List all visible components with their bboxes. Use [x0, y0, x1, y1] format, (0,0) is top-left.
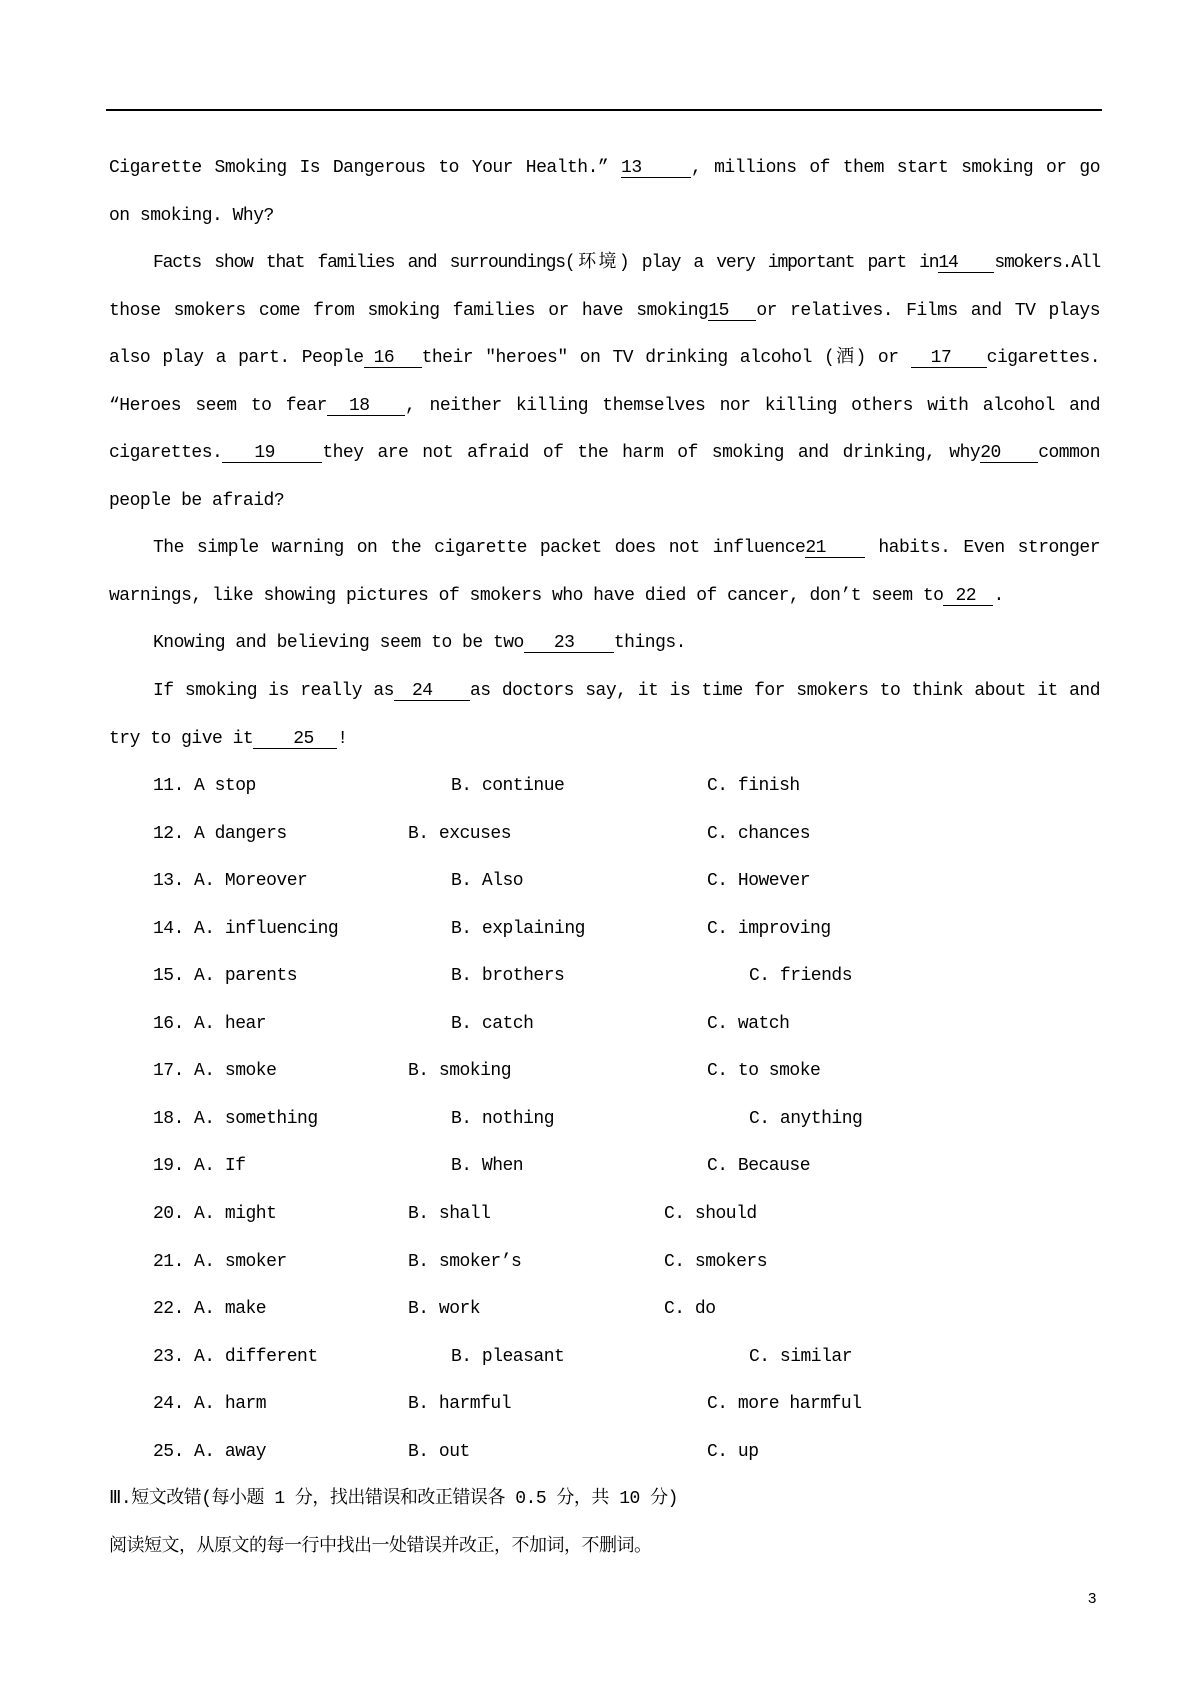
passage-line: [109, 525, 1100, 573]
passage-line: [109, 716, 1100, 764]
option-row-16: [109, 1001, 1100, 1049]
option-a: A. away: [194, 1441, 267, 1462]
option-b: B. shall: [408, 1204, 491, 1225]
question-number: 11.: [153, 776, 184, 797]
passage-text: also play a part. People: [109, 348, 364, 369]
option-b: B. pleasant: [451, 1346, 565, 1367]
blank-24: 24: [394, 682, 470, 701]
section-instruction: [109, 1524, 1100, 1572]
passage-text: try to give it: [109, 728, 254, 749]
passage-text: cigarettes.: [109, 443, 223, 464]
option-b: B. harmful: [408, 1394, 512, 1415]
passage-text: “Heroes seem to fear: [109, 395, 327, 416]
option-row-23: [109, 1334, 1100, 1382]
question-number: 13.: [153, 871, 184, 892]
option-a: A stop: [194, 776, 256, 797]
question-number: 25.: [153, 1441, 184, 1462]
option-b: B. catch: [451, 1013, 534, 1034]
option-row-22: [109, 1286, 1100, 1334]
option-a: A. If: [194, 1156, 246, 1177]
option-a: A dangers: [194, 823, 287, 844]
option-c: C. similar: [749, 1346, 853, 1367]
option-c: C. do: [664, 1299, 716, 1320]
option-b: B. work: [408, 1299, 481, 1320]
option-b: B. excuses: [408, 823, 512, 844]
header-rule: [106, 109, 1102, 111]
question-number: 23.: [153, 1346, 184, 1367]
passage-line: [109, 288, 1100, 336]
passage-line: [109, 145, 1100, 193]
passage-line: [109, 193, 1100, 241]
option-b: B. explaining: [451, 918, 585, 939]
passage-text: cigarettes.: [986, 348, 1100, 369]
option-b: B. nothing: [451, 1108, 555, 1129]
blank-20: 20: [980, 444, 1038, 463]
option-row-20: [109, 1191, 1100, 1239]
option-c: C. improving: [707, 918, 831, 939]
option-row-18: [109, 1096, 1100, 1144]
option-a: A. harm: [194, 1394, 267, 1415]
question-number: 20.: [153, 1204, 184, 1225]
question-number: 12.: [153, 823, 184, 844]
passage-line: [109, 668, 1100, 716]
blank-18: 18: [327, 397, 405, 416]
passage-text: !: [337, 728, 348, 749]
blank-14: 14: [938, 254, 994, 273]
section-instruction-text: 阅读短文，从原文的每一行中找出一处错误并改正，不加词，不删词。: [109, 1536, 652, 1557]
section-heading: [109, 1476, 1100, 1524]
question-number: 24.: [153, 1394, 184, 1415]
option-b: B. smoker’s: [408, 1251, 522, 1272]
option-row-13: [109, 858, 1100, 906]
passage-line: [109, 383, 1100, 431]
blank-15: 15: [708, 302, 756, 321]
option-b: B. Also: [451, 871, 524, 892]
passage-text: their ″heroes″ on TV drinking alcohol (酒) or: [421, 348, 911, 369]
option-c: C. watch: [707, 1013, 790, 1034]
option-c: C. However: [707, 871, 811, 892]
option-row-17: [109, 1048, 1100, 1096]
question-number: 19.: [153, 1156, 184, 1177]
blank-19: 19: [222, 444, 322, 463]
blank-25: 25: [253, 730, 337, 749]
option-a: A. something: [194, 1108, 318, 1129]
option-a: A. parents: [194, 966, 298, 987]
blank-23: 23: [524, 634, 614, 653]
passage-text: they are not afraid of the harm of smoking and drinking, why: [322, 443, 981, 464]
passage-line: [109, 620, 1100, 668]
option-c: C. friends: [749, 966, 853, 987]
option-a: A. different: [194, 1346, 318, 1367]
question-number: 17.: [153, 1061, 184, 1082]
option-row-12: [109, 811, 1100, 859]
question-number: 18.: [153, 1108, 184, 1129]
passage-text: those smokers come from smoking families or have smoking: [109, 300, 709, 321]
passage-line: [109, 335, 1100, 383]
passage-line: [109, 240, 1100, 288]
option-a: A. hear: [194, 1013, 267, 1034]
option-c: C. finish: [707, 776, 800, 797]
option-row-15: [109, 953, 1100, 1001]
option-c: C. smokers: [664, 1251, 768, 1272]
page-number: 3: [1088, 1590, 1097, 1607]
passage-text: , millions of them start smoking or go: [691, 158, 1101, 178]
passage-line: [109, 573, 1100, 621]
passage-text: people be afraid?: [109, 490, 285, 511]
passage-text: Knowing and believing seem to be two: [153, 633, 524, 654]
option-row-24: [109, 1381, 1100, 1429]
option-c: C. Because: [707, 1156, 811, 1177]
passage-text: Cigarette Smoking Is Dangerous to Your Health.”: [109, 158, 622, 178]
passage-text: on smoking. Why?: [109, 205, 274, 226]
option-row-19: [109, 1143, 1100, 1191]
passage-text: If smoking is really as: [153, 681, 394, 702]
passage-text: common: [1038, 443, 1100, 464]
passage-text: habits. Even stronger: [865, 538, 1100, 559]
option-b: B. When: [451, 1156, 524, 1177]
question-number: 21.: [153, 1251, 184, 1272]
passage-text: as doctors say, it is time for smokers to think about it and: [469, 681, 1100, 702]
blank-13: 13: [621, 159, 691, 178]
passage-line: [109, 430, 1100, 478]
option-a: A. smoke: [194, 1061, 277, 1082]
option-row-11: [109, 763, 1100, 811]
blank-16: 16: [364, 349, 422, 368]
question-number: 14.: [153, 918, 184, 939]
passage-text: , neither killing themselves nor killing others with alcohol and: [404, 395, 1100, 416]
passage-text: or relatives. Films and TV plays: [756, 300, 1100, 321]
section-heading-text: Ⅲ.短文改错(每小题 1 分，找出错误和改正错误各 0.5 分，共 10 分): [109, 1489, 678, 1510]
option-c: C. to smoke: [707, 1061, 821, 1082]
passage-text: Facts show that families and surroundings(环境) play a very important part in: [153, 253, 939, 274]
option-c: C. more harmful: [707, 1394, 862, 1415]
option-row-14: [109, 906, 1100, 954]
question-number: 16.: [153, 1013, 184, 1034]
option-c: C. anything: [749, 1108, 863, 1129]
option-a: A. make: [194, 1299, 267, 1320]
question-number: 15.: [153, 966, 184, 987]
question-number: 22.: [153, 1299, 184, 1320]
blank-21: 21: [805, 539, 865, 558]
option-c: C. chances: [707, 823, 811, 844]
passage-text: smokers.All: [994, 253, 1100, 274]
option-b: B. out: [408, 1441, 470, 1462]
option-c: C. up: [707, 1441, 759, 1462]
passage-text: .: [993, 585, 1004, 606]
option-b: B. smoking: [408, 1061, 512, 1082]
option-c: C. should: [664, 1204, 757, 1225]
option-b: B. brothers: [451, 966, 565, 987]
option-row-25: [109, 1429, 1100, 1477]
option-a: A. Moreover: [194, 871, 308, 892]
option-a: A. influencing: [194, 918, 339, 939]
passage-line: [109, 478, 1100, 526]
option-row-21: [109, 1239, 1100, 1287]
passage-text: The simple warning on the cigarette packet does not influence: [153, 538, 806, 559]
passage-text: things.: [613, 633, 686, 654]
blank-22: 22: [943, 587, 993, 606]
option-a: A. smoker: [194, 1251, 287, 1272]
option-a: A. might: [194, 1204, 277, 1225]
blank-17: 17: [911, 349, 987, 368]
passage-text: warnings, like showing pictures of smokers who have died of cancer, don’t seem to: [109, 585, 944, 606]
page-content: [109, 145, 1100, 1571]
option-b: B. continue: [451, 776, 565, 797]
